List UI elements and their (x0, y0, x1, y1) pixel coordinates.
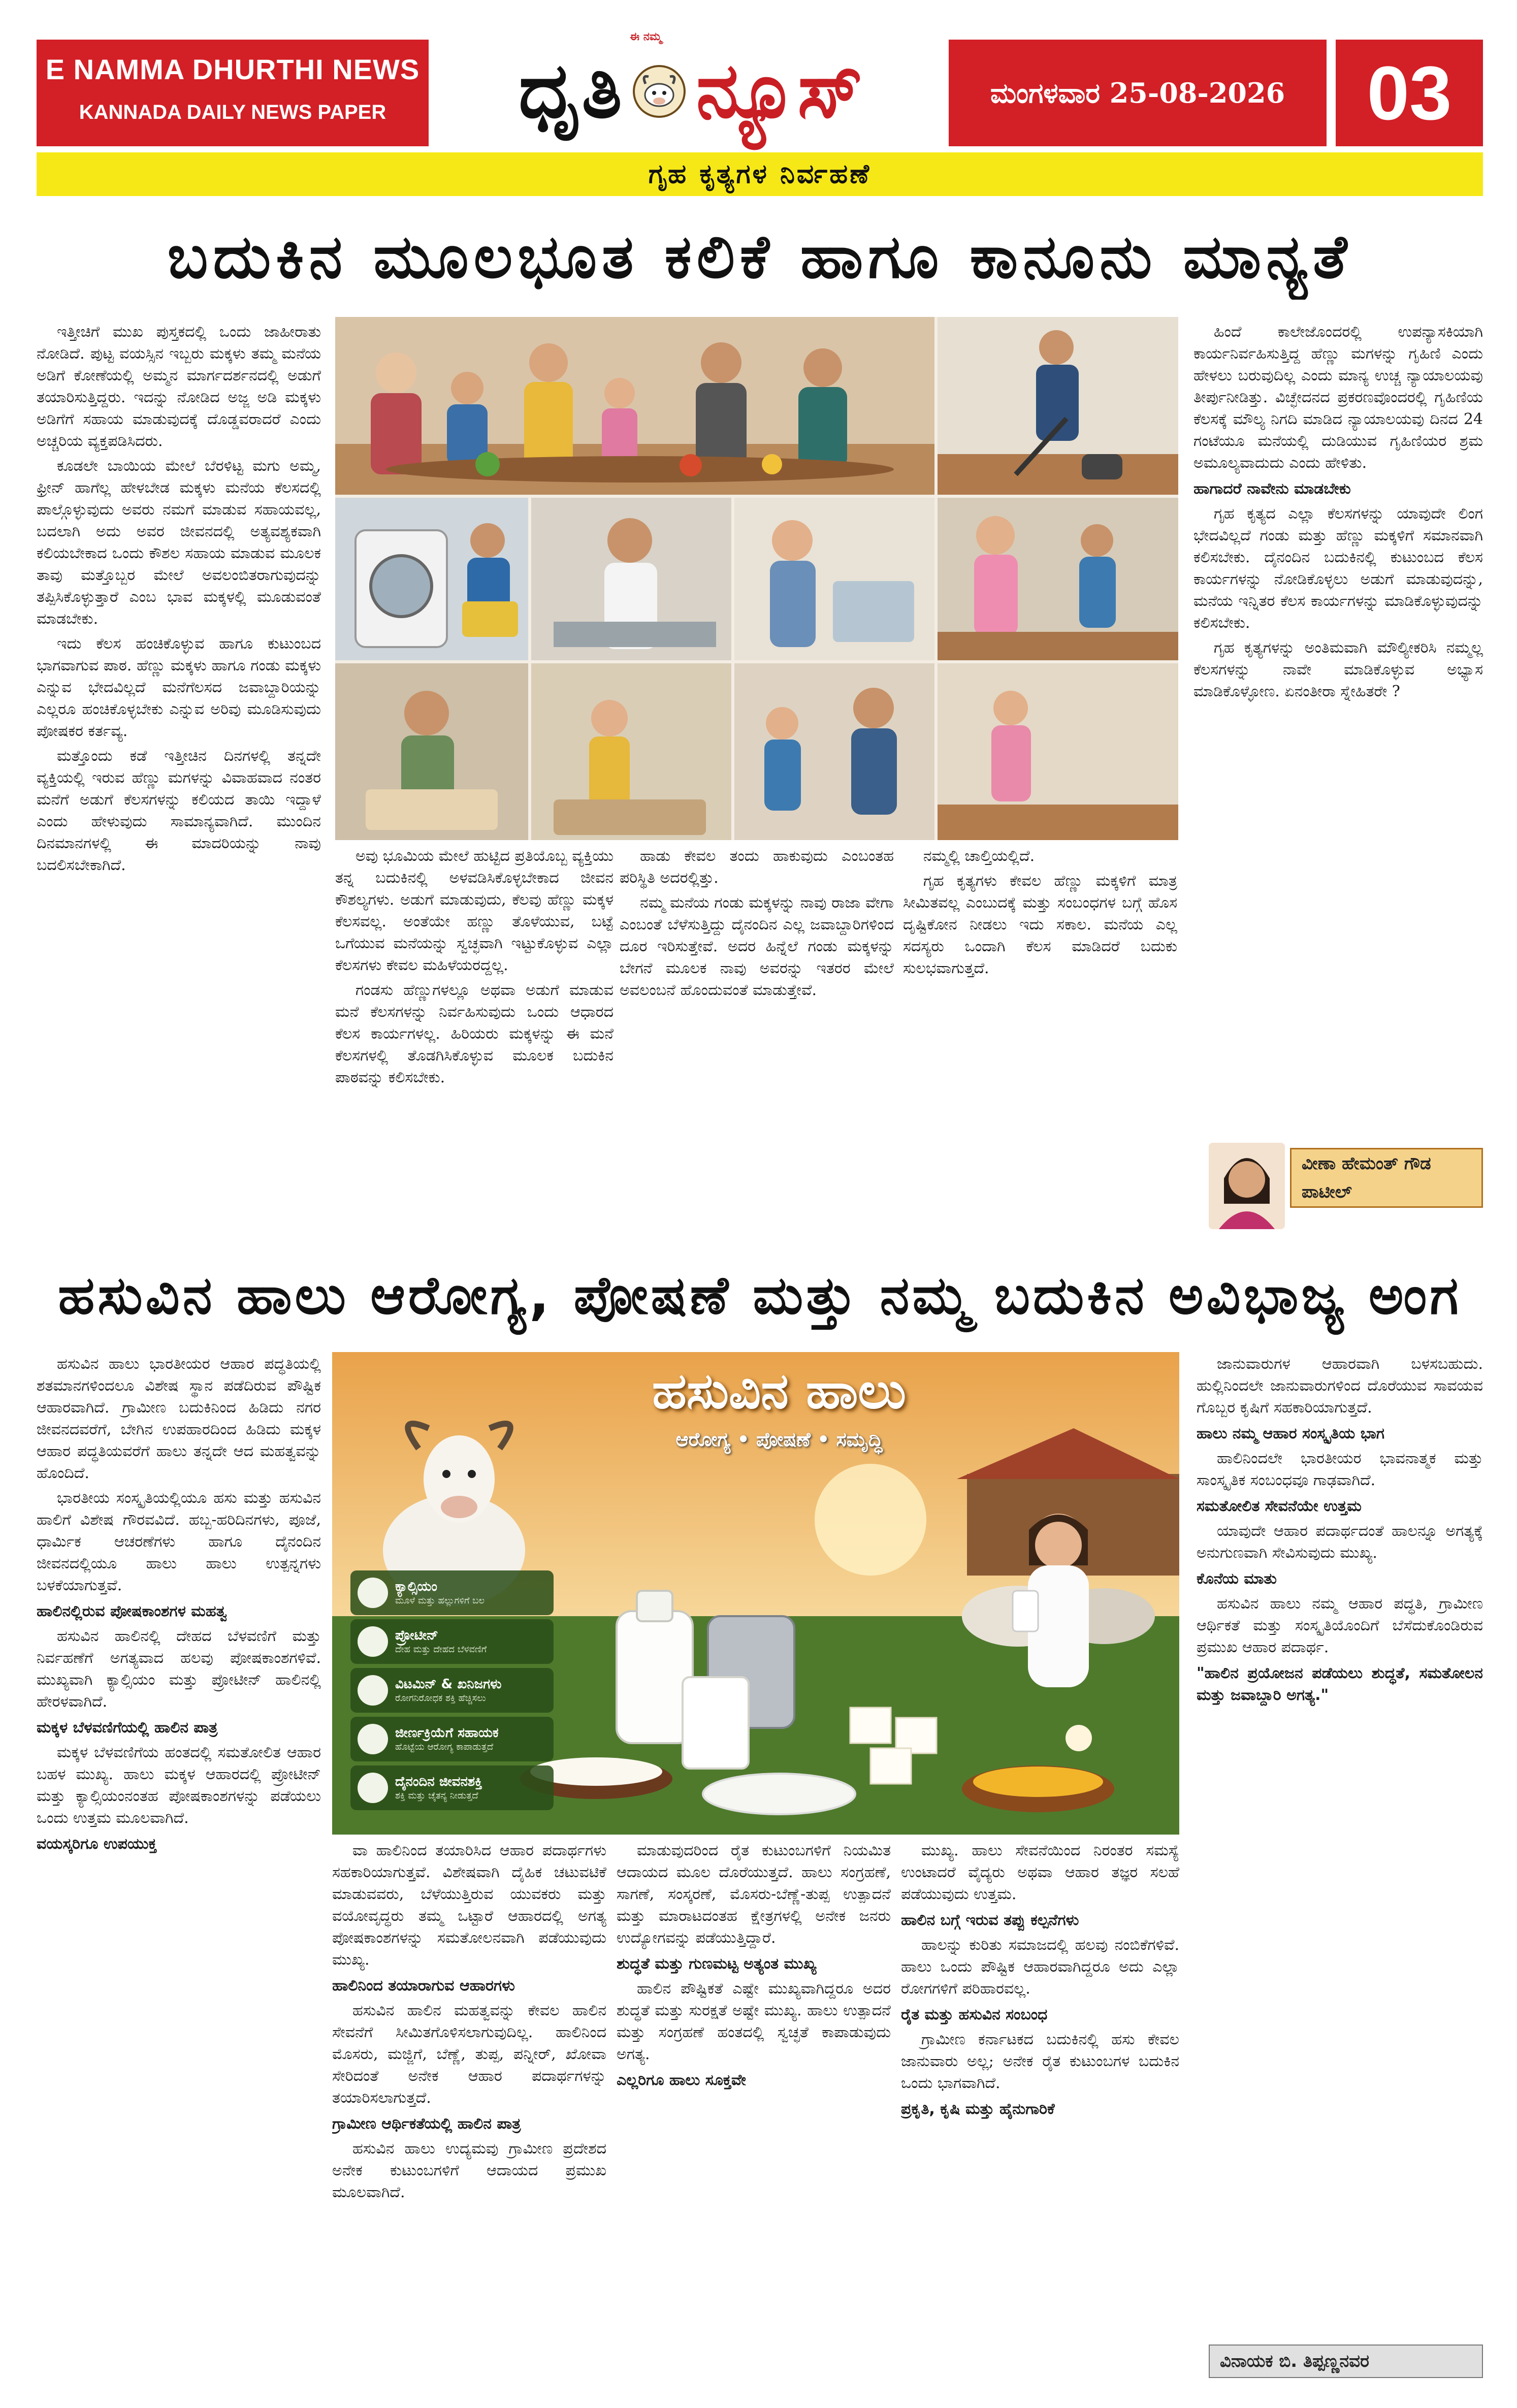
article2-column-2 (332, 1840, 606, 2388)
benefit-desc: ರೋಗನಿರೋಧಕ ಶಕ್ತಿ ಹೆಚ್ಚಿಸಲು (395, 1693, 486, 1704)
paragraph: ವಾ ಹಾಲಿನಿಂದ ತಯಾರಿಸಿದ ಆಹಾರ ಪದಾರ್ಥಗಳು ಸಹಕಾರಿಯಾಗುತ್ತವೆ. ವಿಶೇಷವಾಗಿ ದೈಹಿಕ ಚಟುವಟಿಕೆ ಮಾಡುವವರು, ಬೆಳೆಯುತ್ತಿರುವ ಯುವಕರು ಮತ್ತು ವಯೋವೃದ್ಧರು ತಮ್ಮ ಒಟ್ಟಾರೆ ಆಹಾರದಲ್ಲಿ ಅಗತ್ಯ ಪೋಷಕಾಂಶಗಳನ್ನು ಸಮತೋಲನವಾಗಿ ಪಡೆಯುವುದು ಮುಖ್ಯ. (332, 1842, 606, 1969)
ox-icon (631, 63, 687, 119)
benefit-title: ಕ್ಯಾಲ್ಸಿಯಂ (395, 1579, 437, 1594)
paragraph: ಗೃಹ ಕೃತ್ಯದ ಎಲ್ಲಾ ಕೆಲಸಗಳನ್ನು ಯಾವುದೇ ಲಿಂಗ ಭೇದವಿಲ್ಲದೆ ಗಂಡು ಮತ್ತು ಹೆಣ್ಣು ಮಕ್ಕಳಿಗೆ ಸಮಾನವಾಗಿ ಕಲಿಸಬೇಕು. ದೈನಂದಿನ ಬದುಕಿನಲ್ಲಿ ಕುಟುಂಬದ ಕೆಲಸ ಕಾರ್ಯಗಳನ್ನು ನೋಡಿಕೊಳ್ಳಲು ಅಡುಗೆ ಮಾಡುವುದನ್ನು, ಮನೆಯ ಇನ್ನಿತರ ಕೆಲಸ ಕಾರ್ಯಗಳನ್ನು ಮಾಡಿಕೊಳ್ಳುವುದನ್ನು ಕಲಿಸಬೇಕು. (1193, 505, 1483, 632)
paragraph: ಭಾರತೀಯ ಸಂಸ್ಕೃತಿಯಲ್ಲಿಯೂ ಹಸು ಮತ್ತು ಹಸುವಿನ ಹಾಲಿಗೆ ವಿಶೇಷ ಗೌರವವಿದೆ. ಹಬ್ಬ-ಹರಿದಿನಗಳು, ಪೂಜೆ, ಧಾರ್ಮಿಕ ಆಚರಣೆಗಳು ಹಾಗೂ ದೈನಂದಿನ ಜೀವನದಲ್ಲಿಯೂ ಹಾಲು ಹಾಲು ಉತ್ಪನ್ನಗಳು ಬಳಕೆಯಾಗುತ್ತವೆ. (37, 1489, 321, 1594)
energy-icon (358, 1773, 388, 1803)
subheading: ಹಾಲಿನ ಬಗ್ಗೆ ಇರುವ ತಪ್ಪು ಕಲ್ಪನೆಗಳು (901, 1911, 1079, 1929)
subheading: ಶುದ್ಧತೆ ಮತ್ತು ಗುಣಮಟ್ಟ ಅತ್ಯಂತ ಮುಖ್ಯ (617, 1955, 817, 1973)
author-avatar (1209, 1143, 1285, 1229)
paragraph: ಇತ್ತೀಚಿಗೆ ಮುಖ ಪುಸ್ತಕದಲ್ಲಿ ಒಂದು ಜಾಹೀರಾತು ನೋಡಿದೆ. ಪುಟ್ಟ ವಯಸ್ಸಿನ ಇಬ್ಬರು ಮಕ್ಕಳು ತಮ್ಮ ಮನೆಯ ಅಡಿಗೆ ಕೋಣೆಯಲ್ಲಿ ಅಮ್ಮನ ಮಾರ್ಗದರ್ಶನದಲ್ಲಿ ಅಡುಗೆ ತಯಾರಿಸುತ್ತಿದ್ದರು. ಇದನ್ನು ನೋಡಿದ ಅಜ್ಜ ಅಡಿ ಮಕ್ಕಳು ಅಡಿಗೆಗೆ ಸಹಾಯ ಮಾಡುವುದಕ್ಕೆ ದೊಡ್ಡವರಾದರೆ ಎಂದು ಅಚ್ಚರಿಯ ವ್ಯಕ್ತಪಡಿಸಿದರು. (37, 323, 321, 450)
article1-column-2 (335, 845, 614, 1246)
collage-image (335, 317, 1178, 840)
article1-column-1 (37, 321, 321, 1245)
paragraph: ಮತ್ತೊಂದು ಕಡೆ ಇತ್ತೀಚಿನ ದಿನಗಳಲ್ಲಿ ತನ್ನದೇ ವ್ಯಕ್ತಿಯಲ್ಲಿ ಇರುವ ಹೆಣ್ಣು ಮಗಳನ್ನು ವಿವಾಹವಾದ ನಂತರ ಮನೆಗೆ ಅಡುಗೆ ಕೆಲಸಗಳನ್ನು ಕಲಿಯದ ತಾಯಿ ಇದ್ದಾಳೆ ಎಂದು ಹೇಳುವುದು ಸಾಮಾನ್ಯವಾಗಿದೆ. ಮುಂದಿನ ದಿನಮಾನಗಳಲ್ಲಿ ಈ ಮಾದರಿಯನ್ನು ನಾವು ಬದಲಿಸಬೇಕಾಗಿದೆ. (37, 747, 321, 874)
subheading: ಹಾಗಾದರೆ ನಾವೇನು ಮಾಡಬೇಕು (1193, 480, 1351, 498)
benefit-desc: ದೇಹ ಮತ್ತು ದೇಹದ ಬೆಳವಣಿಗೆ (395, 1644, 487, 1655)
paragraph: ಇದು ಕೆಲಸ ಹಂಚಿಕೊಳ್ಳುವ ಹಾಗೂ ಕುಟುಂಬದ ಭಾಗವಾಗುವ ಪಾಠ. ಹೆಣ್ಣು ಮಕ್ಕಳು ಹಾಗೂ ಗಂಡು ಮಕ್ಕಳು ಎನ್ನುವ ಭೇದವಿಲ್ಲದೆ ಮನೆಗೆಲಸದ ಜವಾಬ್ದಾರಿಯನ್ನು ಎಲ್ಲರೂ ಹಂಚಿಕೊಳ್ಳಬೇಕು ಎನ್ನುವ ಅರಿವು ಮೂಡಿಸುವುದು ಪೋಷಕರ ಕರ್ತವ್ಯ. (37, 635, 321, 740)
paragraph: ಗೃಹ ಕೃತ್ಯಗಳನ್ನು ಅಂತಿಮವಾಗಿ ಮೌಲ್ಯೀಕರಿಸಿ ನಮ್ಮಲ್ಲ ಕೆಲಸಗಳನ್ನು ನಾವೇ ಮಾಡಿಕೊಳ್ಳುವ ಅಭ್ಯಾಸ ಮಾಡಿಕೊಳ್ಳೋಣ. ಏನಂತೀರಾ ಸ್ನೇಹಿತರೇ ? (1193, 639, 1483, 700)
benefit-item (350, 1619, 554, 1664)
benefit-title: ಜೀರ್ಣಕ್ರಿಯೆಗೆ ಸಹಾಯಕ (395, 1725, 499, 1741)
brand-tagline: KANNADA DAILY NEWS PAPER (79, 101, 386, 123)
household-chores-photo-collage (335, 317, 1178, 840)
paragraph: ಕೂಡಲೇ ಬಾಯಿಯ ಮೇಲೆ ಬೆರಳಿಟ್ಟ ಮಗು ಅಮ್ಮ, ಫ್ರೀನ್ ಹಾಗೆಲ್ಲ ಹೇಳಬೇಡ ಮಕ್ಕಳು ಮನೆಯ ಕೆಲಸದಲ್ಲಿ ಪಾಲ್ಗೊಳ್ಳುವುದು ಅವರು ನಮಗೆ ಮಾಡುವ ಸಹಾಯವಲ್ಲ, ಬದಲಾಗಿ ಅದು ಅವರ ಜೀವನದಲ್ಲಿ ಅತ್ಯವಶ್ಯಕವಾಗಿ ಕಲಿಯಬೇಕಾದ ಒಂದು ಕೌಶಲ ಸಹಾಯ ಮಾಡುವ ಮೂಲಕ ತಾವು ಮತ್ತೊಬ್ಬರ ಮೇಲೆ ಅವಲಂಬಿತರಾಗುವುದನ್ನು ತಪ್ಪಿಸಿಕೊಳ್ಳುತ್ತಾರೆ ಎಂಬ ಭಾವ ಮಕ್ಕಳಲ್ಲಿ ಮೂಡುವಂತೆ ಮಾಡಬೇಕು. (37, 457, 321, 628)
subheading: ವಯಸ್ಕರಿಗೂ ಉಪಯುಕ್ತ (37, 1835, 157, 1853)
benefit-list (350, 1570, 554, 1814)
subheading: ರೈತ ಮತ್ತು ಹಸುವಿನ ಸಂಬಂಧ (901, 2006, 1048, 2024)
article2-column-3 (617, 1840, 891, 2388)
paragraph: ಹಸುವಿನ ಹಾಲು ನಮ್ಮ ಆಹಾರ ಪದ್ಧತಿ, ಗ್ರಾಮೀಣ ಆರ್ಥಿಕತೆ ಮತ್ತು ಸಂಸ್ಕೃತಿಯೊಂದಿಗೆ ಬೆಸೆದುಕೊಂಡಿರುವ ಪ್ರಮುಖ ಆಹಾರ ಪದಾರ್ಥ. (1197, 1595, 1483, 1656)
paragraph: ಹಾಡು ಕೇವಲ ತಂದು ಹಾಕುವುದು ಎಂಬಂತಹ ಪರಿಸ್ಥಿತಿ ಅದರಲ್ಲಿತ್ತು. (620, 847, 894, 887)
infographic-title: ಹಸುವಿನ ಹಾಲು (652, 1362, 907, 1420)
paragraph: ಹಿಂದೆ ಕಾಲೇಜೊಂದರಲ್ಲಿ ಉಪನ್ಯಾಸಕಿಯಾಗಿ ಕಾರ್ಯನಿರ್ವಹಿಸುತ್ತಿದ್ದ ಹೆಣ್ಣು ಮಗಳನ್ನು ಗೃಹಿಣಿ ಎಂದು ಹೇಳಲು ಬರುವುದಿಲ್ಲ ಎಂದು ಮಾನ್ಯ ಉಚ್ಚ ನ್ಯಾಯಾಲಯವು ತೀರ್ಪುನೀಡಿತ್ತು. ವಿಚ್ಛೇದನದ ಪ್ರಕರಣವೊಂದರಲ್ಲಿ ಗೃಹಿಣಿಯ ಕೆಲಸಕ್ಕೆ ಮೌಲ್ಯ ನಿಗದಿ ಮಾಡಿದ ನ್ಯಾಯಾಲಯವು ದಿನದ 24 ಗಂಟೆಯೂ ಮನೆಯಲ್ಲಿ ದುಡಿಯುವ ಗೃಹಿಣಿಯರ ಶ್ರಮ ಅಮೂಲ್ಯವಾದುದು ಎಂದು ಹೇಳಿತು. (1193, 323, 1483, 472)
benefit-item (350, 1668, 554, 1713)
paragraph: ಗ್ರಾಮೀಣ ಕರ್ನಾಟಕದ ಬದುಕಿನಲ್ಲಿ ಹಸು ಕೇವಲ ಜಾನುವಾರು ಅಲ್ಲ; ಅನೇಕ ರೈತ ಕುಟುಂಬಗಳ ಬದುಕಿನ ಒಂದು ಭಾಗವಾಗಿದೆ. (901, 2031, 1179, 2092)
shield-icon (358, 1675, 388, 1706)
brand-box (37, 40, 429, 146)
article1-column-4 (1193, 321, 1483, 1134)
benefit-title: ದೈನಂದಿನ ಜೀವನಶಕ್ತಿ (395, 1774, 482, 1789)
logo-text-dhruthi: ಧೃತಿ (519, 46, 622, 135)
subheading: ಎಲ್ಲರಿಗೂ ಹಾಲು ಸೂಕ್ತವೇ (617, 2071, 746, 2089)
paragraph: ಗೃಹ ಕೃತ್ಯಗಳು ಕೇವಲ ಹೆಣ್ಣು ಮಕ್ಕಳಿಗೆ ಮಾತ್ರ ಸೀಮಿತವಲ್ಲ ಎಂಬುದಕ್ಕೆ ಮತ್ತು ಸಂಬಂಧಗಳ ಬಗ್ಗೆ ಹೊಸ ದೃಷ್ಟಿಕೋನ ನೀಡಲು ಇದು ಸಕಾಲ. ಮನೆಯ ಎಲ್ಲ ಸದಸ್ಯರು ಒಂದಾಗಿ ಕೆಲಸ ಮಾಡಿದರೆ ಬದುಕು ಸುಲಭವಾಗುತ್ತದೆ. (903, 872, 1177, 977)
paragraph: ಮುಖ್ಯ. ಹಾಲು ಸೇವನೆಯಿಂದ ನಿರಂತರ ಸಮಸ್ಯೆ ಉಂಟಾದರೆ ವೈದ್ಯರು ಅಥವಾ ಆಹಾರ ತಜ್ಞರ ಸಲಹೆ ಪಡೆಯುವುದು ಉತ್ತಮ. (901, 1842, 1179, 1903)
issue-date: ಮಂಗಳವಾರ 25-08-2026 (949, 40, 1327, 146)
paragraph: ಹಾಲಿನ ಪೌಷ್ಟಿಕತೆ ಎಷ್ಟೇ ಮುಖ್ಯವಾಗಿದ್ದರೂ ಅದರ ಶುದ್ಧತೆ ಮತ್ತು ಸುರಕ್ಷತೆ ಅಷ್ಟೇ ಮುಖ್ಯ. ಹಾಲು ಉತ್ಪಾದನೆ ಮತ್ತು ಸಂಗ್ರಹಣೆ ಹಂತದಲ್ಲಿ ಸ್ವಚ್ಛತೆ ಕಾಪಾಡುವುದು ಅಗತ್ಯ. (617, 1980, 891, 2063)
subheading: ಹಾಲಿನಲ್ಲಿರುವ ಪೋಷಕಾಂಶಗಳ ಮಹತ್ವ (37, 1602, 227, 1620)
infographic-subtitle: ಆರೋಗ್ಯ • ಪೋಷಣೆ • ಸಮೃದ್ಧಿ (675, 1428, 883, 1451)
brand-name: E NAMMA DHURTHI NEWS (45, 53, 420, 85)
benefit-desc: ಮೂಳೆ ಮತ್ತು ಹಲ್ಲುಗಳಿಗೆ ಬಲ (395, 1595, 485, 1606)
bone-icon (358, 1578, 388, 1608)
logo-text-news: ನ್ಯೂಸ್ (696, 46, 863, 135)
article2-author: ವಿನಾಯಕ ಬಿ. ತಿಪ್ಪಣ್ಣನವರ (1209, 2345, 1483, 2378)
benefit-title: ವಿಟಮಿನ್ & ಖನಿಜಗಳು (395, 1677, 502, 1692)
article2-headline: ಹಸುವಿನ ಹಾಲು ಆರೋಗ್ಯ, ಪೋಷಣೆ ಮತ್ತು ನಮ್ಮ ಬದುಕಿನ ಅವಿಭಾಜ್ಯ ಅಂಗ (58, 1264, 1462, 1326)
newspaper-logo (447, 30, 934, 152)
paragraph: ಹಸುವಿನ ಹಾಲಿನಲ್ಲಿ ದೇಹದ ಬೆಳವಣಿಗೆ ಮತ್ತು ನಿರ್ವಹಣೆಗೆ ಅಗತ್ಯವಾದ ಹಲವು ಪೋಷಕಾಂಶಗಳಿವೆ. ಮುಖ್ಯವಾಗಿ ಕ್ಯಾಲ್ಸಿಯಂ ಮತ್ತು ಪ್ರೋಟೀನ್ ಹಾಲಿನಲ್ಲಿ ಹೇರಳವಾಗಿದೆ. (37, 1627, 321, 1711)
paragraph: ಮಕ್ಕಳ ಬೆಳವಣಿಗೆಯ ಹಂತದಲ್ಲಿ ಸಮತೋಲಿತ ಆಹಾರ ಬಹಳ ಮುಖ್ಯ. ಹಾಲು ಮಕ್ಕಳ ಆಹಾರದಲ್ಲಿ ಪ್ರೋಟೀನ್ ಮತ್ತು ಕ್ಯಾಲ್ಸಿಯಂನಂತಹ ಪೋಷಕಾಂಶಗಳನ್ನು ಪಡೆಯಲು ಒಂದು ಉತ್ತಮ ಮೂಲವಾಗಿದೆ. (37, 1744, 321, 1827)
paragraph: ಮಾಡುವುದರಿಂದ ರೈತ ಕುಟುಂಬಗಳಿಗೆ ನಿಯಮಿತ ಆದಾಯದ ಮೂಲ ದೊರೆಯುತ್ತದೆ. ಹಾಲು ಸಂಗ್ರಹಣೆ, ಸಾಗಣೆ, ಸಂಸ್ಕರಣೆ, ಮೊಸರು-ಬೆಣ್ಣೆ-ತುಪ್ಪ ಉತ್ಪಾದನೆ ಮತ್ತು ಮಾರಾಟದಂತಹ ಕ್ಷೇತ್ರಗಳಲ್ಲಿ ಅನೇಕ ಜನರು ಉದ್ಯೋಗವನ್ನು ಪಡೆಯುತ್ತಿದ್ದಾರೆ. (617, 1842, 891, 1947)
article1-author: ವೀಣಾ ಹೇಮಂತ್ ಗೌಡ ಪಾಟೀಲ್ (1290, 1148, 1483, 1208)
paragraph: ನಮ್ಮಲ್ಲಿ ಚಾಲ್ತಿಯಲ್ಲಿದೆ. (923, 847, 1035, 865)
subheading: ಹಾಲಿನಿಂದ ತಯಾರಾಗುವ ಆಹಾರಗಳು (332, 1977, 515, 1995)
muscle-icon (358, 1626, 388, 1657)
benefit-desc: ಶಕ್ತಿ ಮತ್ತು ಚೈತನ್ಯ ನೀಡುತ್ತದೆ (395, 1790, 478, 1801)
article2-column-4 (1197, 1353, 1483, 2333)
stomach-icon (358, 1724, 388, 1754)
subheading: ಪ್ರಕೃತಿ, ಕೃಷಿ ಮತ್ತು ಹೈನುಗಾರಿಕೆ (901, 2100, 1055, 2118)
article1-column-3b (903, 845, 1177, 1241)
subheading: ಮಕ್ಕಳ ಬೆಳವಣಿಗೆಯಲ್ಲಿ ಹಾಲಿನ ಪಾತ್ರ (37, 1719, 218, 1737)
page-number: 03 (1336, 40, 1483, 146)
paragraph: ಜಾನುವಾರುಗಳ ಆಹಾರವಾಗಿ ಬಳಸಬಹುದು. ಹುಲ್ಲಿನಿಂದಲೇ ಜಾನುವಾರುಗಳಿಂದ ದೊರೆಯುವ ಸಾವಯವ ಗೊಬ್ಬರ ಕೃಷಿಗೆ ಸಹಕಾರಿಯಾಗುತ್ತದೆ. (1197, 1355, 1483, 1417)
paragraph: ನಮ್ಮ ಮನೆಯ ಗಂಡು ಮಕ್ಕಳನ್ನು ನಾವು ರಾಜಾ ವೇಗಾ ಎಂಬಂತೆ ಬೆಳೆಸುತ್ತಿದ್ದು ದೈನಂದಿನ ಎಲ್ಲ ಜವಾಬ್ದಾರಿಗಳಿಂದ ದೂರ ಇರಿಸುತ್ತೇವೆ. ಅದರ ಹಿನ್ನೆಲೆ ಗಂಡು ಮಕ್ಕಳನ್ನು ಬೇಗನೆ ಮೂಲಕ ನಾವು ಅವರನ್ನು ಇತರರ ಮೇಲೆ ಅವಲಂಬನೆ ಹೊಂದುವಂತೆ ಮಾಡುತ್ತೇವೆ. (620, 894, 894, 999)
cow-milk-infographic (332, 1352, 1179, 1835)
closing-quote: "ಹಾಲಿನ ಪ್ರಯೋಜನ ಪಡೆಯಲು ಶುದ್ಧತೆ, ಸಮತೋಲನ ಮತ್ತು ಜವಾಬ್ದಾರಿ ಅಗತ್ಯ." (1197, 1664, 1483, 1704)
paragraph: ಹಸುವಿನ ಹಾಲು ಉದ್ಯಮವು ಗ್ರಾಮೀಣ ಪ್ರದೇಶದ ಅನೇಕ ಕುಟುಂಬಗಳಿಗೆ ಆದಾಯದ ಪ್ರಮುಖ ಮೂಲವಾಗಿದೆ. (332, 2140, 606, 2201)
paragraph: ಹಾಲನ್ನು ಕುರಿತು ಸಮಾಜದಲ್ಲಿ ಹಲವು ನಂಬಿಕೆಗಳಿವೆ. ಹಾಲು ಒಂದು ಪೌಷ್ಟಿಕ ಆಹಾರವಾಗಿದ್ದರೂ ಅದು ಎಲ್ಲಾ ರೋಗಗಳಿಗೆ ಪರಿಹಾರವಲ್ಲ. (901, 1936, 1179, 1998)
paragraph: ಹಾಲಿನಿಂದಲೇ ಭಾರತೀಯರ ಭಾವನಾತ್ಮಕ ಮತ್ತು ಸಾಂಸ್ಕೃತಿಕ ಸಂಬಂಧವೂ ಗಾಢವಾಗಿದೆ. (1197, 1450, 1483, 1489)
subheading: ಗ್ರಾಮೀಣ ಆರ್ಥಿಕತೆಯಲ್ಲಿ ಹಾಲಿನ ಪಾತ್ರ (332, 2115, 521, 2133)
paragraph: ಯಾವುದೇ ಆಹಾರ ಪದಾರ್ಥದಂತೆ ಹಾಲನ್ನೂ ಅಗತ್ಯಕ್ಕೆ ಅನುಗುಣವಾಗಿ ಸೇವಿಸುವುದು ಮುಖ್ಯ. (1197, 1522, 1483, 1562)
article1-headline: ಬದುಕಿನ ಮೂಲಭೂತ ಕಲಿಕೆ ಹಾಗೂ ಕಾನೂನು ಮಾನ್ಯತೆ (167, 221, 1352, 292)
section-title: ಗೃಹ ಕೃತ್ಯಗಳ ನಿರ್ವಹಣೆ (37, 152, 1483, 196)
paragraph: ಅವು ಭೂಮಿಯ ಮೇಲೆ ಹುಟ್ಟಿದ ಪ್ರತಿಯೊಬ್ಬ ವ್ಯಕ್ತಿಯು ತನ್ನ ಬದುಕಿನಲ್ಲಿ ಅಳವಡಿಸಿಕೊಳ್ಳಬೇಕಾದ ಜೀವನ ಕೌಶಲ್ಯಗಳು. ಅಡುಗೆ ಮಾಡುವುದು, ಕೆಲವು ಹೆಣ್ಣು ಮಕ್ಕಳ ಕೆಲಸವಲ್ಲ. ಅಂತೆಯೇ ಹಣ್ಣು ತೊಳೆಯುವ, ಬಟ್ಟೆ ಒಗೆಯುವ ಮನೆಯನ್ನು ಸ್ವಚ್ಛವಾಗಿ ಇಟ್ಟುಕೊಳ್ಳುವ ಎಲ್ಲಾ ಕೆಲಸಗಳು ಕೇವಲ ಮಹಿಳೆಯರದ್ದಲ್ಲ. (335, 847, 614, 974)
benefit-title: ಪ್ರೋಟೀನ್ (395, 1628, 439, 1643)
paragraph: ಹಸುವಿನ ಹಾಲಿನ ಮಹತ್ವವನ್ನು ಕೇವಲ ಹಾಲಿನ ಸೇವನೆಗೆ ಸೀಮಿತಗೊಳಿಸಲಾಗುವುದಿಲ್ಲ. ಹಾಲಿನಿಂದ ಮೊಸರು, ಮಜ್ಜಿಗೆ, ಬೆಣ್ಣೆ, ತುಪ್ಪ, ಪನ್ನೀರ್, ಖೋವಾ ಸೇರಿದಂತೆ ಅನೇಕ ಆಹಾರ ಪದಾರ್ಥಗಳನ್ನು ತಯಾರಿಸಲಾಗುತ್ತದೆ. (332, 2002, 606, 2107)
benefit-item (350, 1717, 554, 1761)
benefit-desc: ಹೊಟ್ಟೆಯ ಆರೋಗ್ಯ ಕಾಪಾಡುತ್ತದೆ (395, 1742, 494, 1752)
benefit-item (350, 1765, 554, 1810)
article2-column-1 (37, 1353, 321, 2389)
logo-tag: ಈ ನಮ್ಮ (630, 30, 662, 43)
benefit-item (350, 1570, 554, 1615)
subheading: ಹಾಲು ನಮ್ಮ ಆಹಾರ ಸಂಸ್ಕೃತಿಯ ಭಾಗ (1197, 1425, 1385, 1442)
subheading: ಸಮತೋಲಿತ ಸೇವನೆಯೇ ಉತ್ತಮ (1197, 1497, 1362, 1515)
paragraph: ಹಸುವಿನ ಹಾಲು ಭಾರತೀಯರ ಆಹಾರ ಪದ್ಧತಿಯಲ್ಲಿ ಶತಮಾನಗಳಿಂದಲೂ ವಿಶೇಷ ಸ್ಥಾನ ಪಡೆದಿರುವ ಪೌಷ್ಟಿಕ ಆಹಾರವಾಗಿದೆ. ಗ್ರಾಮೀಣ ಬದುಕಿನಿಂದ ಹಿಡಿದು ನಗರ ಜೀವನದವರೆಗೆ, ಬೇಗಿನ ಉಪಹಾರದಿಂದ ಹಿಡಿದು ಮಕ್ಕಳ ಆಹಾರ ಪದ್ಧತಿಯವರೆಗೆ ಹಾಲು ತನ್ನದೇ ಆದ ಮಹತ್ವವನ್ನು ಹೊಂದಿದೆ. (37, 1355, 321, 1482)
article1-column-3 (620, 845, 894, 1130)
subheading: ಕೊನೆಯ ಮಾತು (1197, 1570, 1277, 1588)
paragraph: ಗಂಡಸು ಹೆಣ್ಣುಗಳಲ್ಲೂ ಅಥವಾ ಅಡುಗೆ ಮಾಡುವ ಮನೆ ಕೆಲಸಗಳನ್ನು ನಿರ್ವಹಿಸುವುದು ಒಂದು ಆಧಾರದ ಕೆಲಸ ಕಾರ್ಯಗಳಲ್ಲ. ಹಿರಿಯರು ಮಕ್ಕಳನ್ನು ಈ ಮನೆ ಕೆಲಸಗಳಲ್ಲಿ ತೊಡಗಿಸಿಕೊಳ್ಳುವ ಮೂಲಕ ಬದುಕಿನ ಪಾಠವನ್ನು ಕಲಿಸಬೇಕು. (335, 981, 614, 1086)
article2-column-3b (901, 1840, 1179, 2388)
